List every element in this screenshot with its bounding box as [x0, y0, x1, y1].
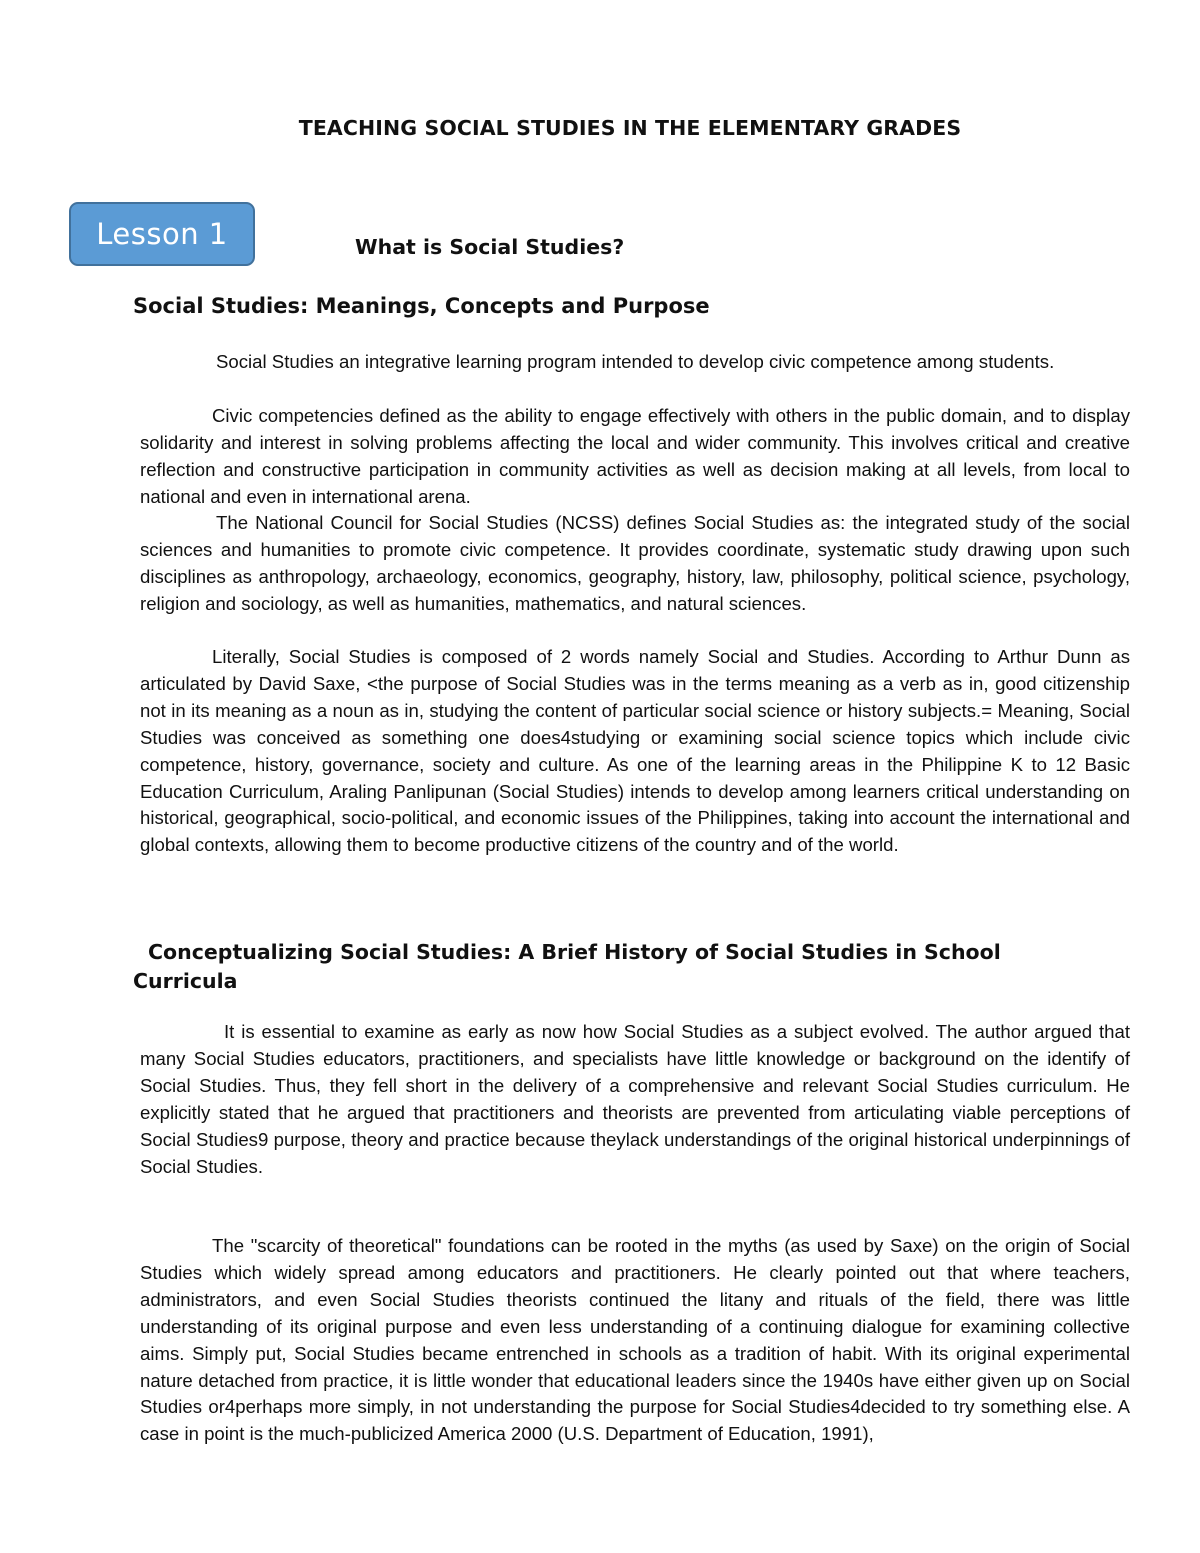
- paragraph: [140, 644, 1130, 859]
- paragraph-text: Social Studies an integrative learning program intended to develop civic competence among students.: [216, 351, 1055, 372]
- paragraph: [140, 349, 1130, 376]
- paragraph-text: The "scarcity of theoretical" foundations can be rooted in the myths (as used by Saxe) on the origin of Social Studies which widely spread among educators and practitioners. He clearly pointed out that where teachers, administrators, and even Social Studies theorists continued the litany and rituals of the field, there was little understanding of its original purpose and even less understanding of a continuing dialogue for examining collective aims. Simply put, Social Studies became entrenched in schools as a tradition of habit. With its original experimental nature detached from practice, it is little wonder that educational leaders since the 1940s have either given up on Social Studies or4perhaps more simply, in not understanding the purpose for Social Studies4decided to try something else. A case in point is the much-publicized America 2000 (U.S. Department of Education, 1991),: [140, 1235, 1130, 1445]
- section-heading-history: Conceptualizing Social Studies: A Brief History of Social Studies in School Curricula: [133, 940, 1001, 993]
- paragraph: [140, 510, 1130, 618]
- paragraph-text: The National Council for Social Studies (NCSS) defines Social Studies as: the integrated study of the social sciences and humanities to promote civic competence. It provides coordinate, systematic study drawing upon such disciplines as anthropology, archaeology, economics, geography, history, law, philosophy, political science, psychology, religion and sociology, as well as humanities, mathematics, and natural sciences.: [140, 512, 1130, 614]
- paragraph-text: It is essential to examine as early as now how Social Studies as a subject evolved. The author argued that many Social Studies educators, practitioners, and specialists have little knowledge or background on the identify of Social Studies. Thus, they fell short in the delivery of a comprehensive and relevant Social Studies curriculum. He explicitly stated that he argued that practitioners and theorists are prevented from articulating viable perceptions of Social Studies9 purpose, theory and practice because theylack understandings of the original historical underpinnings of Social Studies.: [140, 1021, 1130, 1177]
- lesson-badge: Lesson 1: [69, 202, 255, 266]
- paragraph-text: Literally, Social Studies is composed of 2 words namely Social and Studies. According to Arthur Dunn as articulated by David Saxe, <the purpose of Social Studies was in the terms meaning as a verb as in, good citizenship not in its meaning as a noun as in, studying the content of particular social science or history subjects.= Meaning, Social Studies was conceived as something one does4studying or examining social science topics which include civic competence, history, governance, society and culture. As one of the learning areas in the Philippine K to 12 Basic Education Curriculum, Araling Panlipunan (Social Studies) intends to develop among learners critical understanding on historical, geographical, socio-political, and economic issues of the Philippines, taking into account the international and global contexts, allowing them to become productive citizens of the country and of the world.: [140, 646, 1130, 856]
- paragraph-text: Civic competencies defined as the ability to engage effectively with others in the public domain, and to display solidarity and interest in solving problems affecting the local and wider community. This involves critical and creative reflection and constructive participation in community activities as well as decision making at all levels, from local to national and even in international arena.: [140, 405, 1130, 507]
- document-title: TEACHING SOCIAL STUDIES IN THE ELEMENTARY GRADES: [298, 116, 962, 140]
- section-heading-meanings: Social Studies: Meanings, Concepts and Purpose: [133, 294, 710, 318]
- lesson-title: What is Social Studies?: [355, 235, 625, 259]
- paragraph: [140, 1233, 1130, 1448]
- paragraph: [140, 403, 1130, 511]
- paragraph: [140, 1019, 1130, 1180]
